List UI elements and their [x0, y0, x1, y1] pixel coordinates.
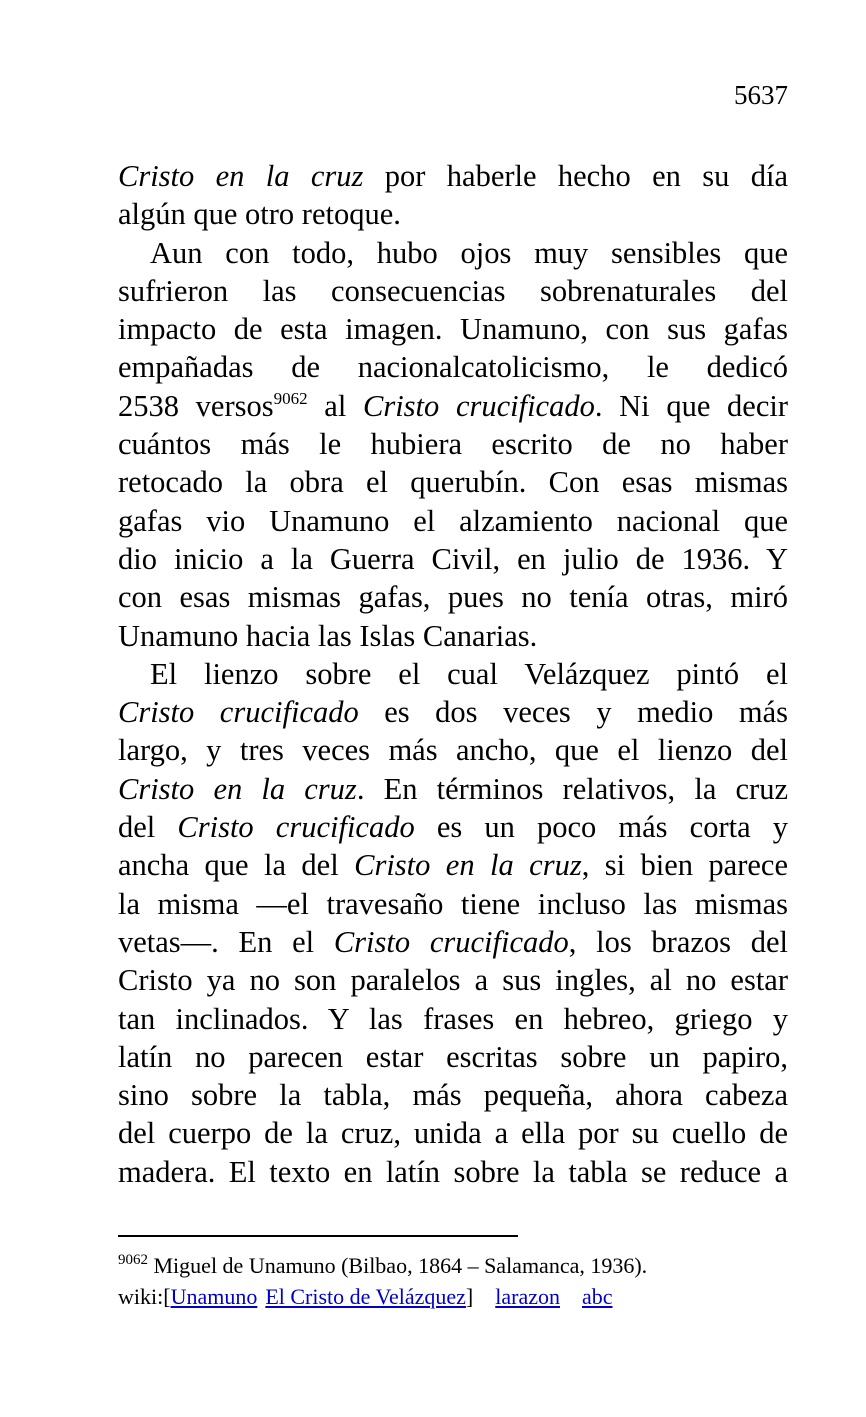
- link-abc[interactable]: abc: [581, 1284, 613, 1309]
- footnote-divider: [118, 1235, 518, 1237]
- text-line: con esas mismas gafas, pues no tenía otras, miró: [118, 580, 788, 615]
- text-line: retocado la obra el querubín. Con esas mismas: [118, 465, 788, 500]
- text-line: latín no parecen estar escritas sobre un papiro,: [118, 1039, 788, 1074]
- text-line: vetas—. En el Cristo crucificado, los brazos del: [118, 924, 788, 959]
- text-line: largo, y tres veces más ancho, que el lienzo del: [118, 733, 788, 768]
- footnote-text: Miguel de Unamuno (Bilbao, 1864 – Salamanca, 1936).: [148, 1253, 648, 1278]
- text-line: Cristo ya no son paralelos a sus ingles, al no estar: [118, 963, 788, 998]
- paragraph-1: [118, 157, 788, 234]
- text-line: algún que otro retoque.: [118, 197, 401, 232]
- footnote-reference[interactable]: 9062: [273, 388, 308, 408]
- text-line: dio inicio a la Guerra Civil, en julio de 1936. Y: [118, 541, 788, 576]
- text-line: Cristo en la cruz por haberle hecho en su día: [118, 159, 788, 193]
- italic-title: Cristo en la cruz: [118, 159, 364, 193]
- text-line: del Cristo crucificado es un poco más corta y: [118, 810, 788, 845]
- footnote: [118, 1250, 798, 1312]
- text-line: Cristo en la cruz. En términos relativos, la cruz: [118, 771, 788, 806]
- text-line: la misma —el travesaño tiene incluso las mismas: [118, 886, 788, 921]
- text-line: El lienzo sobre el cual Velázquez pintó el: [150, 656, 788, 691]
- text-line: ancha que la del Cristo en la cruz, si bien parece: [118, 848, 788, 883]
- link-larazon[interactable]: larazon: [495, 1284, 560, 1309]
- paragraph-2: [118, 234, 788, 655]
- italic-title: Cristo crucificado: [118, 695, 359, 730]
- text-line: sufrieron las consecuencias sobrenaturales del: [118, 273, 788, 308]
- italic-title: Cristo crucificado: [333, 924, 569, 959]
- text-line: sino sobre la tabla, más pequeña, ahora cabeza: [118, 1078, 788, 1113]
- body-text: [118, 157, 788, 1191]
- italic-title: Cristo en la cruz: [118, 771, 357, 806]
- text-line: del cuerpo de la cruz, unida a ella por su cuello de: [118, 1116, 788, 1151]
- text-line: gafas vio Unamuno el alzamiento nacional que: [118, 503, 788, 538]
- text-line: impacto de esta imagen. Unamuno, con sus gafas: [118, 312, 788, 347]
- text-line: 2538 versos$^{9062}$ al Cristo crucificado. Ni que decir: [118, 388, 788, 423]
- footnote-line: [118, 1250, 798, 1281]
- text-line: tan inclinados. Y las frases en hebreo, griego y: [118, 1001, 788, 1036]
- italic-title: Cristo crucificado: [362, 388, 595, 423]
- italic-title: Cristo en la cruz: [354, 848, 582, 883]
- text-line: cuántos más le hubiera escrito de no haber: [118, 427, 788, 462]
- page-number: 5637: [734, 80, 788, 110]
- italic-title: Cristo crucificado: [177, 810, 415, 845]
- text-line: Cristo crucificado es dos veces y medio más: [118, 695, 789, 730]
- link-cristo-velazquez[interactable]: El Cristo de Velázquez: [265, 1284, 466, 1309]
- link-unamuno[interactable]: Unamuno: [170, 1284, 258, 1309]
- text-line: empañadas de nacionalcatolicismo, le dedicó: [118, 350, 788, 385]
- wiki-suffix: ]: [465, 1284, 474, 1309]
- text-line: Unamuno hacia las Islas Canarias.: [118, 618, 538, 653]
- text-line: madera. El texto en latín sobre la tabla se reduce a: [118, 1154, 788, 1189]
- text-line: Aun con todo, hubo ojos muy sensibles que: [150, 235, 788, 270]
- paragraph-3: [118, 655, 788, 1191]
- wiki-prefix: wiki:[: [118, 1284, 171, 1309]
- footnote-links: [118, 1281, 798, 1312]
- footnote-number: 9062: [118, 1252, 148, 1268]
